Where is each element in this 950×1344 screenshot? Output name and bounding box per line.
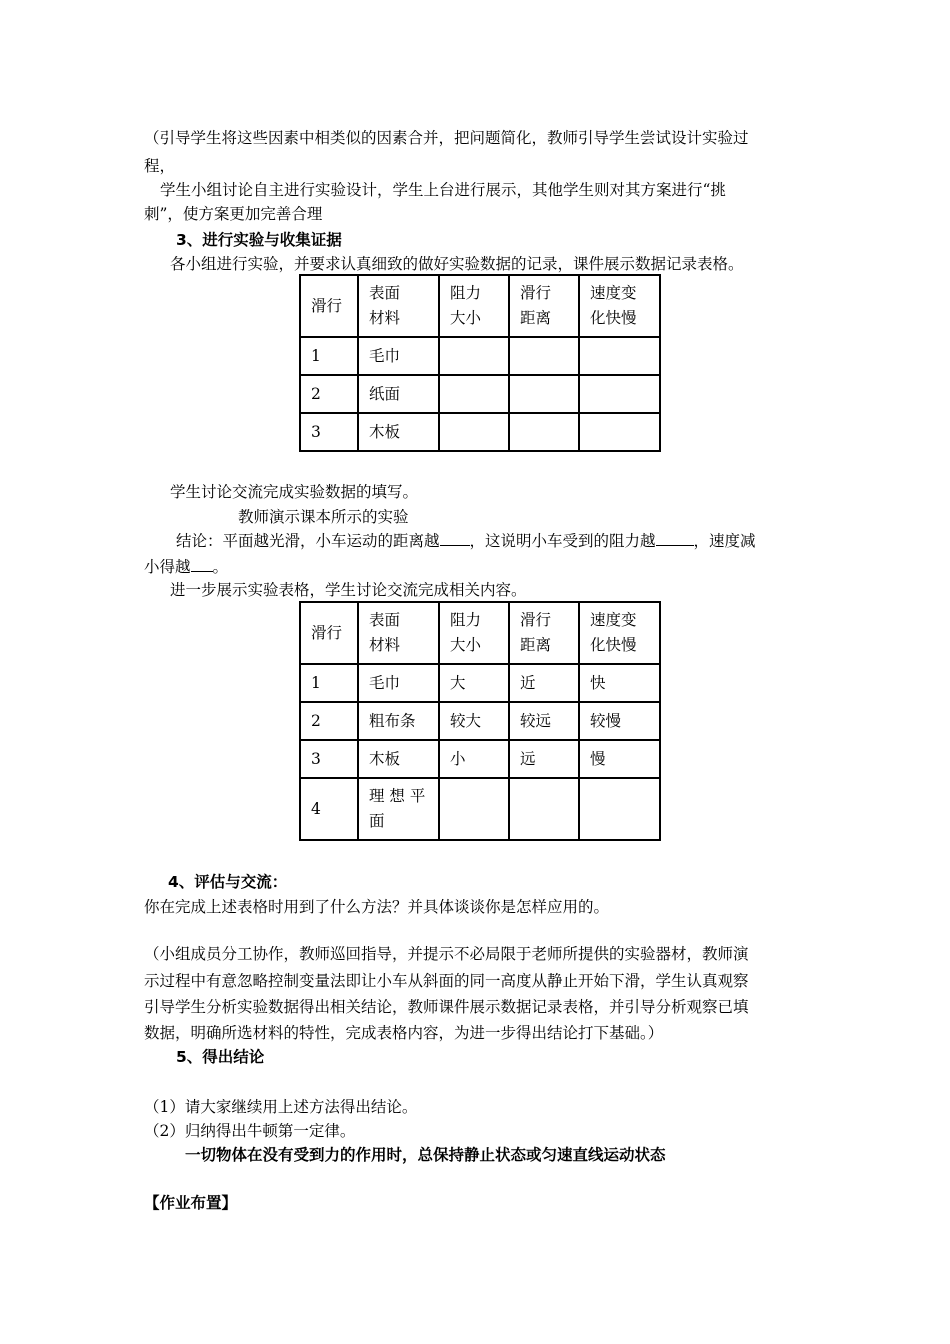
conclusion-line [176, 530, 756, 551]
list-item: （2）归纳得出牛顿第一定律。 [144, 1122, 356, 1140]
table-cell: 较慢 [579, 702, 660, 740]
table-cell: 理 想 平 面 [358, 778, 439, 840]
paragraph-line: 引导学生分析实验数据得出相关结论，教师课件展示数据记录表格，并引导分析观察已填 [144, 998, 749, 1016]
table-cell: 木板 [358, 413, 439, 451]
homework-heading: 【作业布置】 [144, 1194, 238, 1212]
paragraph-line: 教师演示课本所示的实验 [238, 508, 409, 526]
paragraph-line: 刺”，使方案更加完善合理 [144, 205, 323, 223]
table-cell: 纸面 [358, 375, 439, 413]
conclusion-text: 结论：平面越光滑，小车运动的距离越 [176, 532, 440, 550]
table-cell [579, 413, 660, 451]
table-header-row [300, 602, 660, 664]
table-cell: 1 [300, 664, 358, 702]
table-header-cell: 滑行 [300, 602, 358, 664]
table-cell: 较远 [509, 702, 579, 740]
table-row [300, 413, 660, 451]
table-cell: 3 [300, 413, 358, 451]
table-row [300, 778, 660, 840]
section-heading-4: 4、评估与交流： [168, 873, 288, 891]
table-header-cell: 表面 材料 [358, 602, 439, 664]
conclusion-text: 。 [212, 558, 229, 576]
table-cell [579, 375, 660, 413]
table-cell: 较大 [439, 702, 509, 740]
table-header-cell: 阻力 大小 [439, 602, 509, 664]
table-cell: 近 [509, 664, 579, 702]
table-cell [509, 413, 579, 451]
conclusion-text: 小得越 [144, 558, 191, 576]
table-cell [439, 375, 509, 413]
conclusion-text: ，速度减 [693, 532, 756, 550]
fill-blank[interactable] [191, 556, 213, 572]
table-row [300, 375, 660, 413]
table-header-cell: 速度变 化快慢 [579, 275, 660, 337]
table-cell [509, 778, 579, 840]
paragraph-line: 各小组进行实验，并要求认真细致的做好实验数据的记录，课件展示数据记录表格。 [170, 255, 744, 273]
table-cell: 毛巾 [358, 664, 439, 702]
table-cell [439, 337, 509, 375]
table-header-cell: 滑行 距离 [509, 602, 579, 664]
table-cell: 小 [439, 740, 509, 778]
paragraph-line: 程， [144, 157, 176, 175]
table-cell: 4 [300, 778, 358, 840]
table-row [300, 337, 660, 375]
paragraph-line: 你在完成上述表格时用到了什么方法？并具体谈谈你是怎样应用的。 [144, 898, 610, 916]
list-item: （1）请大家继续用上述方法得出结论。 [144, 1098, 418, 1116]
data-table-filled [299, 601, 661, 841]
paragraph-line: 数据，明确所选材料的特性，完成表格内容，为进一步得出结论打下基础。） [144, 1024, 664, 1042]
paragraph-line: 进一步展示实验表格，学生讨论交流完成相关内容。 [170, 581, 527, 599]
fill-blank[interactable] [656, 530, 694, 546]
table-header-cell: 滑行 [300, 275, 358, 337]
paragraph-line: （引导学生将这些因素中相类似的因素合并，把问题简化，教师引导学生尝试设计实验过 [144, 129, 749, 147]
table-header-cell: 阻力 大小 [439, 275, 509, 337]
conclusion-line [144, 556, 228, 577]
section-heading-3: 3、进行实验与收集证据 [176, 231, 342, 249]
table-cell [509, 375, 579, 413]
table-cell: 2 [300, 375, 358, 413]
table-header-row [300, 275, 660, 337]
conclusion-text: ，这说明小车受到的阻力越 [469, 532, 656, 550]
table-cell: 3 [300, 740, 358, 778]
newton-first-law: 一切物体在没有受到力的作用时，总保持静止状态或匀速直线运动状态 [185, 1146, 666, 1164]
table-header-cell: 滑行 距离 [509, 275, 579, 337]
table-header-cell: 速度变 化快慢 [579, 602, 660, 664]
data-table-blank [299, 274, 661, 452]
fill-blank[interactable] [440, 530, 470, 546]
table-cell [579, 337, 660, 375]
table-cell: 大 [439, 664, 509, 702]
table-cell [509, 337, 579, 375]
table-cell: 木板 [358, 740, 439, 778]
table-row [300, 664, 660, 702]
paragraph-line: 学生讨论交流完成实验数据的填写。 [170, 483, 419, 501]
paragraph-line: （小组成员分工协作，教师巡回指导，并提示不必局限于老师所提供的实验器材，教师演 [144, 945, 749, 963]
table-header-cell: 表面 材料 [358, 275, 439, 337]
table-cell: 1 [300, 337, 358, 375]
table-cell: 慢 [579, 740, 660, 778]
table-cell: 2 [300, 702, 358, 740]
paragraph-line: 示过程中有意忽略控制变量法即让小车从斜面的同一高度从静止开始下滑，学生认真观察 [144, 972, 749, 990]
table-cell: 快 [579, 664, 660, 702]
table-cell [439, 413, 509, 451]
table-row [300, 702, 660, 740]
paragraph-line: 学生小组讨论自主进行实验设计，学生上台进行展示，其他学生则对其方案进行“挑 [160, 181, 726, 199]
section-heading-5: 5、得出结论 [176, 1048, 265, 1066]
table-cell: 毛巾 [358, 337, 439, 375]
table-cell: 远 [509, 740, 579, 778]
table-cell [579, 778, 660, 840]
table-cell [439, 778, 509, 840]
table-cell: 粗布条 [358, 702, 439, 740]
table-row [300, 740, 660, 778]
